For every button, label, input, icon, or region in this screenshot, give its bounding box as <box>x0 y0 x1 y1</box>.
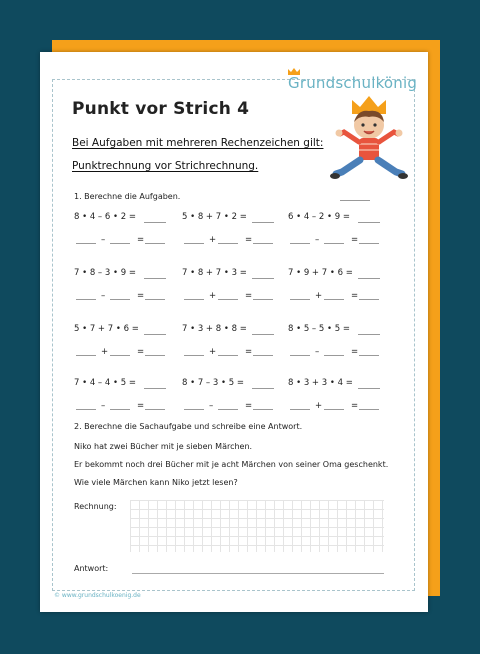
intermediate-step <box>74 345 180 359</box>
step-blank[interactable] <box>218 299 238 300</box>
step-blank[interactable] <box>145 355 165 356</box>
equals-sign: = <box>137 235 145 245</box>
operator-sign: – <box>315 235 320 245</box>
task-item <box>182 212 288 252</box>
step-blank[interactable] <box>184 409 204 410</box>
equals-sign: = <box>245 291 253 301</box>
step-blank[interactable] <box>76 355 96 356</box>
step-blank[interactable] <box>76 409 96 410</box>
task-expression: 5 • 7 + 7 • 6 = <box>74 324 139 334</box>
equals-sign: = <box>351 347 359 357</box>
task-item <box>182 268 288 308</box>
intermediate-step <box>288 345 394 359</box>
task-expression: 8 • 7 – 3 • 5 = <box>182 378 244 388</box>
step-blank[interactable] <box>145 243 165 244</box>
intermediate-step <box>74 233 180 247</box>
task-item <box>288 324 394 364</box>
equals-sign: = <box>137 347 145 357</box>
intermediate-step <box>288 399 394 413</box>
task-expression: 8 • 4 – 6 • 2 = <box>74 212 136 222</box>
result-blank[interactable] <box>358 334 380 335</box>
answer-label: Antwort: <box>74 564 109 573</box>
equals-sign: = <box>351 235 359 245</box>
result-blank[interactable] <box>144 222 166 223</box>
operator-sign: + <box>209 291 217 301</box>
task-2-heading: 2. Berechne die Sachaufgabe und schreibe eine Antwort. <box>74 422 303 431</box>
result-blank[interactable] <box>252 388 274 389</box>
step-blank[interactable] <box>324 299 344 300</box>
task-item <box>288 378 394 418</box>
task-expression: 7 • 4 – 4 • 5 = <box>74 378 136 388</box>
equals-sign: = <box>351 291 359 301</box>
step-blank[interactable] <box>76 299 96 300</box>
task-item <box>288 212 394 252</box>
step-blank[interactable] <box>324 243 344 244</box>
result-blank[interactable] <box>358 278 380 279</box>
operator-sign: – <box>101 235 106 245</box>
result-blank[interactable] <box>252 278 274 279</box>
operator-sign: – <box>101 291 106 301</box>
footer-copyright: © www.grundschulkoenig.de <box>54 592 141 599</box>
result-blank[interactable] <box>144 388 166 389</box>
boy-with-crown-illustration <box>328 92 410 188</box>
step-blank[interactable] <box>359 243 379 244</box>
step-blank[interactable] <box>76 243 96 244</box>
task-item <box>74 378 180 418</box>
task-expression: 6 • 4 – 2 • 9 = <box>288 212 350 222</box>
calculation-label: Rechnung: <box>74 502 117 511</box>
operator-sign: – <box>209 401 214 411</box>
step-blank[interactable] <box>359 409 379 410</box>
task-expression: 7 • 9 + 7 • 6 = <box>288 268 353 278</box>
worksheet-title: Punkt vor Strich 4 <box>72 99 250 119</box>
task-expression: 7 • 8 + 7 • 3 = <box>182 268 247 278</box>
short-line <box>340 200 370 201</box>
brand-logo: Grundschulkönig <box>288 74 418 92</box>
story-line-2: Er bekommt noch drei Bücher mit je acht Märchen von seiner Oma geschenkt. <box>74 460 389 469</box>
task-expression: 7 • 3 + 8 • 8 = <box>182 324 247 334</box>
task-item <box>74 212 180 252</box>
step-blank[interactable] <box>110 299 130 300</box>
result-blank[interactable] <box>252 334 274 335</box>
intermediate-step <box>74 289 180 303</box>
intermediate-step <box>288 233 394 247</box>
task-item <box>288 268 394 308</box>
task-expression: 8 • 5 – 5 • 5 = <box>288 324 350 334</box>
step-blank[interactable] <box>290 299 310 300</box>
operator-sign: – <box>101 401 106 411</box>
intermediate-step <box>74 399 180 413</box>
step-blank[interactable] <box>145 299 165 300</box>
step-blank[interactable] <box>253 355 273 356</box>
step-blank[interactable] <box>184 355 204 356</box>
step-blank[interactable] <box>290 243 310 244</box>
task-1-heading: 1. Berechne die Aufgaben. <box>74 192 181 201</box>
step-blank[interactable] <box>110 243 130 244</box>
rule-line-1: Bei Aufgaben mit mehreren Rechenzeichen gilt: <box>72 137 324 149</box>
step-blank[interactable] <box>359 299 379 300</box>
operator-sign: + <box>209 235 217 245</box>
intermediate-step <box>182 345 288 359</box>
result-blank[interactable] <box>358 388 380 389</box>
intermediate-step <box>182 289 288 303</box>
step-blank[interactable] <box>253 299 273 300</box>
step-blank[interactable] <box>359 355 379 356</box>
step-blank[interactable] <box>110 409 130 410</box>
task-item <box>182 378 288 418</box>
result-blank[interactable] <box>358 222 380 223</box>
step-blank[interactable] <box>324 409 344 410</box>
intermediate-step <box>182 399 288 413</box>
task-expression: 5 • 8 + 7 • 2 = <box>182 212 247 222</box>
story-line-1: Niko hat zwei Bücher mit je sieben Märchen. <box>74 442 253 451</box>
step-blank[interactable] <box>145 409 165 410</box>
step-blank[interactable] <box>253 409 273 410</box>
operator-sign: + <box>315 401 323 411</box>
rule-line-2: Punktrechnung vor Strichrechnung. <box>72 160 259 172</box>
operator-sign: + <box>209 347 217 357</box>
step-blank[interactable] <box>290 355 310 356</box>
task-expression: 8 • 3 + 3 • 4 = <box>288 378 353 388</box>
intermediate-step <box>288 289 394 303</box>
task-expression: 7 • 8 – 3 • 9 = <box>74 268 136 278</box>
story-line-3: Wie viele Märchen kann Niko jetzt lesen? <box>74 478 238 487</box>
equals-sign: = <box>351 401 359 411</box>
result-blank[interactable] <box>252 222 274 223</box>
worksheet-page <box>40 52 428 612</box>
step-blank[interactable] <box>218 243 238 244</box>
calculation-grid[interactable] <box>130 500 384 552</box>
equals-sign: = <box>137 291 145 301</box>
step-blank[interactable] <box>324 355 344 356</box>
operator-sign: + <box>315 291 323 301</box>
task-item <box>74 324 180 364</box>
equals-sign: = <box>245 347 253 357</box>
operator-sign: – <box>315 347 320 357</box>
step-blank[interactable] <box>218 355 238 356</box>
step-blank[interactable] <box>184 243 204 244</box>
equals-sign: = <box>137 401 145 411</box>
result-blank[interactable] <box>144 334 166 335</box>
step-blank[interactable] <box>253 243 273 244</box>
step-blank[interactable] <box>184 299 204 300</box>
task-item <box>74 268 180 308</box>
step-blank[interactable] <box>110 355 130 356</box>
equals-sign: = <box>245 401 253 411</box>
step-blank[interactable] <box>290 409 310 410</box>
answer-line[interactable] <box>132 573 384 574</box>
operator-sign: + <box>101 347 109 357</box>
step-blank[interactable] <box>218 409 238 410</box>
task-item <box>182 324 288 364</box>
intermediate-step <box>182 233 288 247</box>
result-blank[interactable] <box>144 278 166 279</box>
equals-sign: = <box>245 235 253 245</box>
